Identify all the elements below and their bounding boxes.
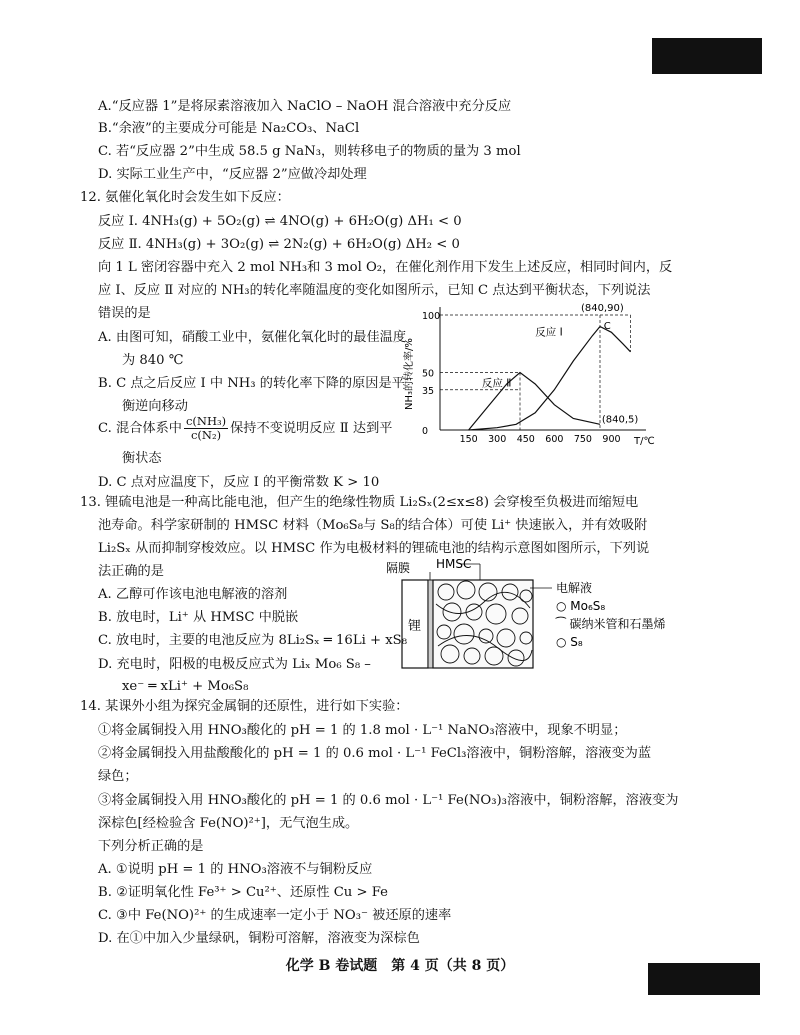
lithium-label: 锂: [408, 619, 422, 634]
x-tick-label: 450: [516, 434, 535, 445]
q12-option-c-line-2: 衡状态: [122, 451, 162, 466]
q11-option-c: C. 若“反应器 2”中生成 58.5 g NaN₃，则转移电子的物质的量为 3 mol: [98, 144, 521, 159]
q14-stem: 14. 某课外小组为探究金属铜的还原性，进行如下实验：: [80, 699, 409, 714]
q14-option-c: C. ③中 Fe(NO)²⁺ 的生成速率一定小于 NO₃⁻ 被还原的速率: [98, 908, 452, 923]
q14-option-a: A. ①说明 pH = 1 的 HNO₃溶液不与铜粉反应: [98, 862, 373, 877]
q14-analysis-intro: 下列分析正确的是: [98, 839, 204, 854]
q12-option-c-line-1: [98, 415, 393, 442]
electrolyte-label: 电解液: [556, 581, 593, 595]
fraction-denominator: c(N₂): [190, 428, 222, 442]
q12-option-d: D. C 点对应温度下，反应 Ⅰ 的平衡常数 K > 10: [98, 475, 380, 490]
page-footer: 化学 B 卷试题 第 4 页（共 8 页）: [285, 958, 515, 974]
y-tick-label: 50: [422, 368, 435, 380]
y-tick-label: 35: [422, 385, 435, 397]
y-tick-label: 0: [422, 426, 429, 437]
q13-option-c: C. 放电时，主要的电池反应为 8Li₂Sₓ ═ 16Li + xS₈: [98, 633, 407, 648]
q12-reaction-2: 反应 Ⅱ. 4NH₃(g) + 3O₂(g) ⇌ 2N₂(g) + 6H₂O(g) ΔH₂ < 0: [98, 237, 460, 252]
separator-membrane: [428, 580, 433, 668]
q14-option-d: D. 在①中加入少量绿矾，铜粉可溶解，溶液变为深棕色: [98, 931, 420, 946]
x-tick-label: 150: [459, 434, 478, 445]
hmsc-label: HMSC: [436, 557, 472, 571]
q13-option-b: B. 放电时，Li⁺ 从 HMSC 中脱嵌: [98, 610, 299, 625]
q11-option-d: D. 实际工业生产中，“反应器 2”应做冷却处理: [98, 167, 367, 182]
q13-stem-line-4: 法正确的是: [98, 564, 164, 579]
q14-experiment-1: ①将金属铜投入用 HNO₃酸化的 pH = 1 的 1.8 mol · L⁻¹ NaNO₃溶液中，现象不明显；: [98, 723, 627, 738]
x-tick-label: 600: [545, 434, 564, 445]
q11-option-b: B.“余液”的主要成分可能是 Na₂CO₃、NaCl: [98, 121, 360, 136]
q13-option-d-line-2: xe⁻ ═ xLi⁺ + Mo₆S₈: [122, 679, 249, 694]
c-coordinate-label: (840,90): [580, 303, 624, 314]
low-coordinate-label: (840,5): [601, 414, 639, 426]
q12-option-a-line-2: 为 840 ℃: [122, 353, 184, 368]
q13-option-a: A. 乙醇可作该电池电解液的溶剂: [98, 587, 288, 602]
q13-option-d-line-1: D. 充电时，阳极的电极反应式为 Liₓ Mo₆ S₈ –: [98, 657, 371, 672]
fraction-numerator: c(NH₃): [185, 414, 227, 428]
q11-option-a: A.“反应器 1”是将尿素溶液加入 NaClO – NaOH 混合溶液中充分反应: [98, 99, 512, 114]
q12-option-c-prefix: C. 混合体系中: [98, 421, 182, 436]
c-point-label: C: [603, 320, 611, 332]
legend-mo6s8: ○ Mo₆S₈: [556, 599, 606, 613]
x-axis-label: T/℃: [634, 436, 655, 447]
q14-experiment-3-line-2: 深棕色[经检验含 Fe(NO)²⁺]，无气泡生成。: [98, 816, 359, 831]
q14-option-b: B. ②证明氧化性 Fe³⁺ > Cu²⁺、还原性 Cu > Fe: [98, 885, 388, 900]
q13-stem-line-1: 13. 锂硫电池是一种高比能电池，但产生的绝缘性物质 Li₂Sₓ(2≤x≤8) 会穿梭至负极进而缩短电: [80, 495, 639, 510]
series-label-2: 反应 Ⅱ: [481, 377, 512, 390]
y-tick-label: 100: [422, 311, 441, 322]
q12-para-line-3: 错误的是: [98, 306, 151, 321]
scan-bar-top: [652, 38, 762, 74]
q13-stem-line-2: 池寿命。科学家研制的 HMSC 材料（Mo₆S₈与 S₈的结合体）可使 Li⁺ 快速嵌入，并有效吸附: [98, 518, 648, 533]
y-axis-label: NH₃的转化率/%: [404, 338, 415, 410]
x-tick-label: 750: [573, 434, 592, 445]
q12-stem: 12. 氨催化氧化时会发生如下反应：: [80, 190, 290, 205]
series-label-1: 反应 Ⅰ: [535, 326, 563, 339]
legend-s8: ○ S₈: [556, 635, 583, 649]
ratio-fraction: [184, 415, 228, 442]
q12-option-b-line-1: B. C 点之后反应 Ⅰ 中 NH₃ 的转化率下降的原因是平: [98, 376, 405, 391]
q12-para-line-1: 向 1 L 密闭容器中充入 2 mol NH₃和 3 mol O₂，在催化剂作用下发生上述反应，相同时间内，反: [98, 260, 673, 275]
q12-para-line-2: 应 Ⅰ、反应 Ⅱ 对应的 NH₃的转化率随温度的变化如图所示，已知 C 点达到平衡状态，下列说法: [98, 283, 651, 298]
x-tick-label: 900: [602, 434, 621, 445]
q14-experiment-2-line-1: ②将金属铜投入用盐酸酸化的 pH = 1 的 0.6 mol · L⁻¹ FeCl₃溶液中，铜粉溶解，溶液变为蓝: [98, 746, 652, 761]
q12-option-c-suffix: 保持不变说明反应 Ⅱ 达到平: [230, 421, 393, 436]
q12-option-b-line-2: 衡逆向移动: [122, 399, 188, 414]
x-tick-label: 300: [488, 434, 507, 445]
conversion-chart: [400, 300, 655, 450]
q12-option-a-line-1: A. 由图可知，硝酸工业中，氨催化氧化时的最佳温度: [98, 330, 407, 345]
q14-experiment-2-line-2: 绿色；: [98, 769, 138, 784]
q13-stem-line-3: Li₂Sₓ 从而抑制穿梭效应。以 HMSC 作为电极材料的锂硫电池的结构示意图如图所示，下列说: [98, 541, 650, 556]
legend-carbon-nanotube: ⁀ 碳纳米管和石墨烯: [556, 617, 666, 631]
q14-experiment-3-line-1: ③将金属铜投入用 HNO₃酸化的 pH = 1 的 0.6 mol · L⁻¹ Fe(NO₃)₃溶液中，铜粉溶解，溶液变为: [98, 793, 679, 808]
membrane-label: 隔膜: [386, 561, 411, 575]
battery-diagram: [380, 558, 740, 673]
q12-reaction-1: 反应 Ⅰ. 4NH₃(g) + 5O₂(g) ⇌ 4NO(g) + 6H₂O(g) ΔH₁ < 0: [98, 214, 462, 229]
